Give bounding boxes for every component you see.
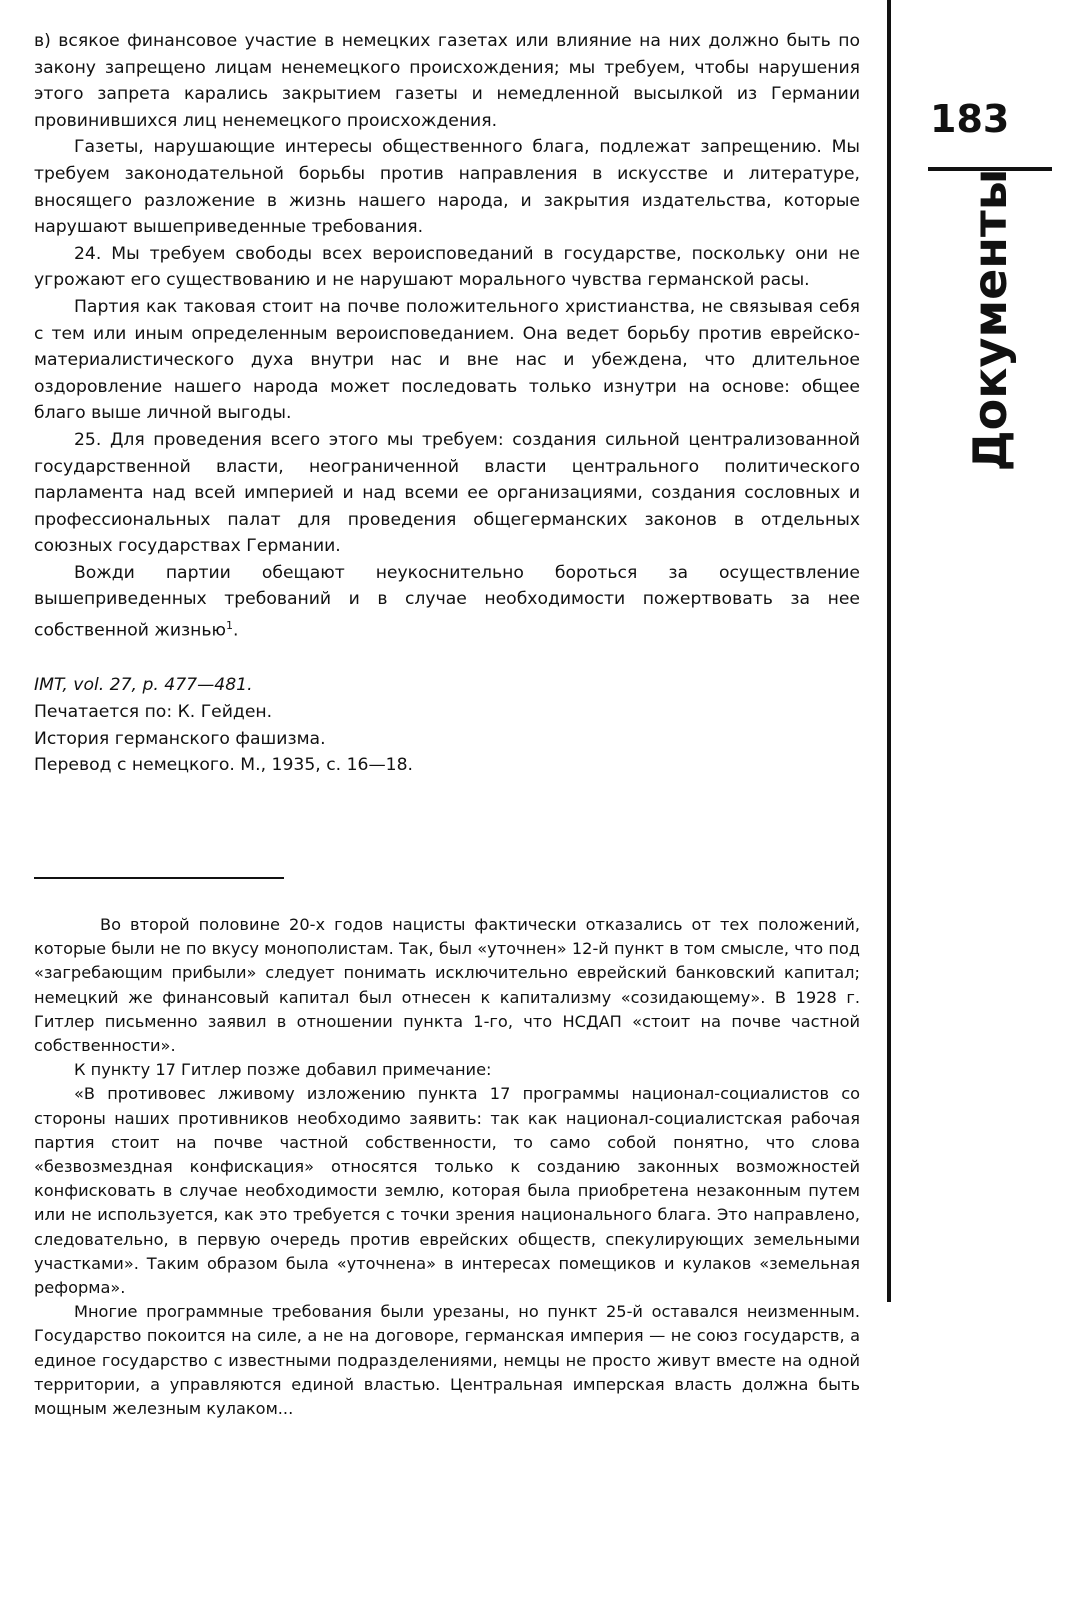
source-block	[34, 672, 860, 778]
note-paragraph: К пункту 17 Гитлер позже добавил примечание:	[74, 1060, 492, 1080]
paragraph: Газеты, нарушающие интересы общественного блага, подлежат запрещению. Мы требуем законодательной борьбы против направления в искусстве и литературе, вносящего разложение в жизнь нашего народа, и закрытия издательства, которые нарушают вышеприведенные требования.	[34, 137, 860, 238]
footnote-divider	[34, 877, 284, 879]
main-text	[34, 28, 860, 779]
source-book-title: История германского фашизма.	[34, 728, 326, 749]
note-paragraph: «В противовес лживому изложению пункта 17 программы национал-социалистов со стороны наших противников необходимо заявить: так как национал-социалистская рабочая партия стоит на почве частной собственности, то само собой понятно, что слова «безвозмездная конфискация» относятся только к созданию законных возможностей конфисковать в случае необходимости землю, которая была приобретена незаконным путем или не используется, как это требуется с точки зрения национального блага. Это направлено, следовательно, в первую очередь против еврейских обществ, спекулирующих земельными участками». Таким образом была «уточнена» в интересах помещиков и кулаков «земельная реформа».	[34, 1084, 860, 1298]
source-printed-from: Печатается по: К. Гейден.	[34, 701, 273, 722]
source-translation: Перевод с немецкого. М., 1935, с. 16—18.	[34, 755, 413, 776]
note-paragraph: Многие программные требования были урезаны, но пункт 25-й оставался неизменным. Государство покоится на силе, а не на договоре, германская империя — не союз государств, а единое государство с известными подразделениями, немцы не просто живут вместе на одной территории, а управляются единой властью. Центральная имперская власть должна быть мощным железным кулаком...	[34, 1302, 860, 1419]
note-paragraph: Во второй половине 20-х годов нацисты фактически отказались от тех положений, которые были не по вкусу монополистам. Так, был «уточнен» 12-й пункт в том смысле, что под «загребающим прибыли» следует понимать исключительно еврейский банковский капитал; немецкий же финансовый капитал был отнесен к капитализму «созидающему». В 1928 г. Гитлер письменно заявил в отношении пункта 1-го, что НСДАП «стоит на почве частной собственности».	[34, 915, 860, 1056]
footnote-marker: 1	[225, 619, 233, 633]
source-citation: IMT, vol. 27, p. 477—481.	[34, 675, 253, 696]
section-title: Документы	[963, 168, 1017, 472]
paragraph: Партия как таковая стоит на почве положительного христианства, не связывая себя с тем или иным определенным вероисповеданием. Она ведет борьбу против еврейско-материалистического духа внутри нас и вне нас и убеждена, что длительное оздоровление нашего народа может последовать только изнутри на основе: общее благо выше личной выгоды.	[34, 296, 860, 424]
page-number: 183	[930, 97, 1010, 141]
margin-vertical-rule	[887, 0, 891, 1302]
paragraph-text: Вожди партии обещают неукоснительно бороться за осуществление вышеприведенных требований и в случае необходимости пожертвовать за нее собственной жизнью	[34, 562, 860, 641]
footnote-text	[34, 913, 860, 1421]
paragraph: в) всякое финансовое участие в немецких газетах или влияние на них должно быть по закону запрещено лицам ненемецкого происхождения; мы требуем, чтобы нарушения этого запрета карались закрытием газеты и немедленной высылкой из Германии провинившихся лиц ненемецкого происхождения.	[34, 31, 860, 131]
paragraph: 25. Для проведения всего этого мы требуем: создания сильной централизованной государственной власти, неограниченной власти центрального политического парламента над всей империей и над всеми ее организациями, создания сословных и профессиональных палат для проведения общегерманских законов в отдельных союзных государствах Германии.	[34, 429, 860, 557]
paragraph: 24. Мы требуем свободы всех вероисповеданий в государстве, поскольку они не угрожают его существованию и не нарушают морального чувства германской расы.	[34, 243, 860, 291]
paragraph-last: Вожди партии обещают неукоснительно бороться за осуществление вышеприведенных требований и в случае необходимости пожертвовать за нее собственной жизнью$^1$.	[34, 562, 860, 641]
